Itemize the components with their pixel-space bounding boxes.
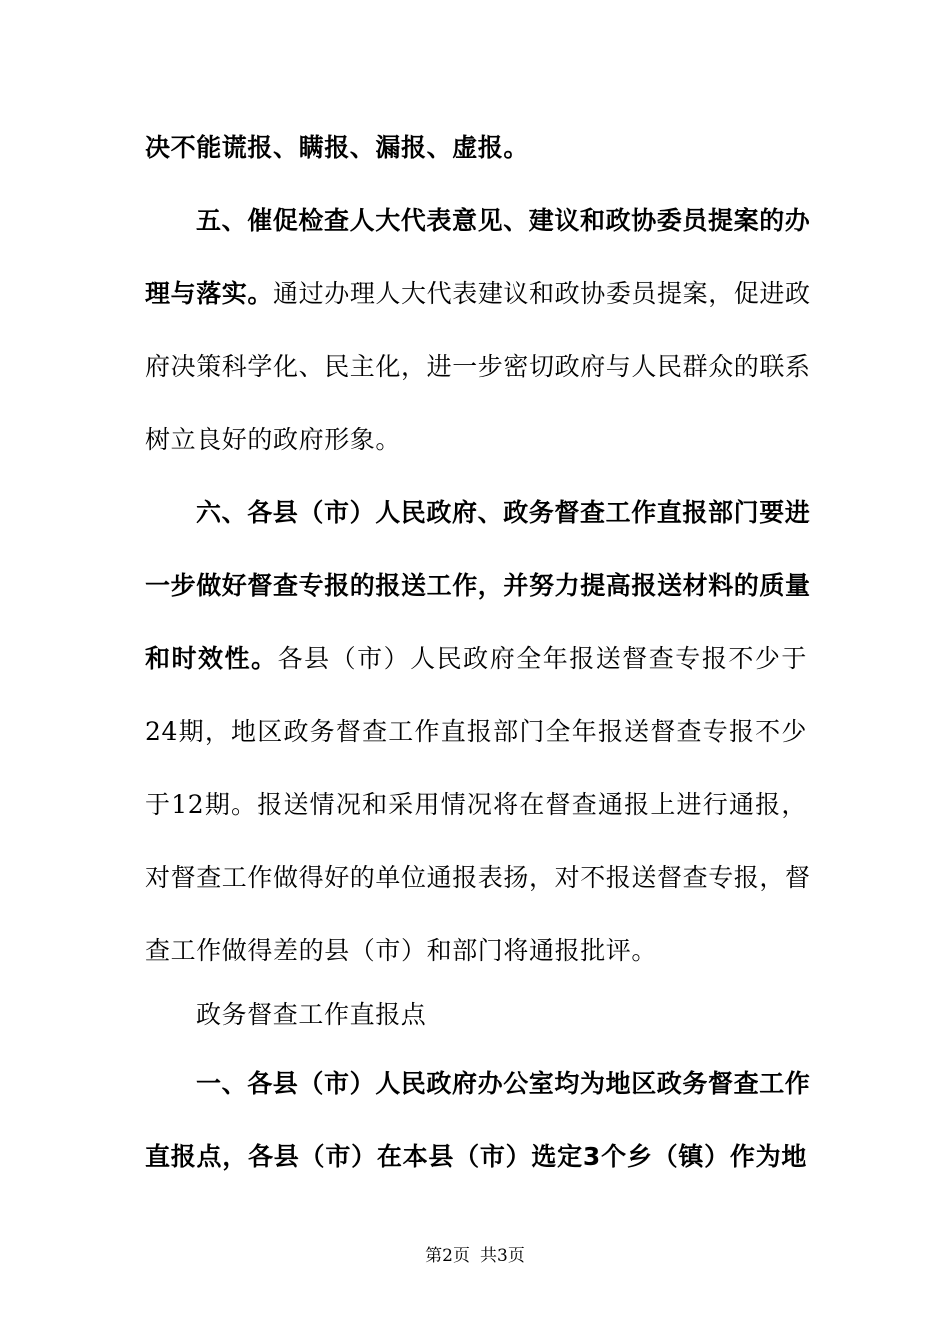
paragraph-5-line-2 (145, 276, 811, 312)
paragraph-6-line-7: 查工作做得差的县（市）和部门将通报批评。 (145, 936, 658, 965)
paragraph-6-line-3 (145, 641, 807, 677)
paragraph-6-heading-line-1: 六、各县（市）人民政府、政务督查工作直报部门要进 (196, 498, 811, 527)
paragraph-6-line-5: 于12期。报送情况和采用情况将在督查通报上进行通报， (145, 790, 807, 819)
paragraph-line-1: 决不能谎报、瞒报、漏报、虚报。 (145, 133, 530, 162)
paragraph-6-line-6: 对督查工作做得好的单位通报表扬，对不报送督查专报，督 (145, 863, 811, 892)
page-footer (0, 1244, 950, 1268)
paragraph-6-line-4: 24期，地区政务督查工作直报部门全年报送督查专报不少 (145, 717, 807, 746)
section-title: 政务督查工作直报点 (196, 1000, 427, 1029)
paragraph-5-body-start: 通过办理人大代表建议和政协委员提案，促进政 (273, 279, 811, 308)
paragraph-5-heading-end: 理与落实。 (145, 279, 274, 308)
paragraph-6-heading-line-2: 一步做好督查专报的报送工作，并努力提高报送材料的质量 (145, 571, 811, 600)
paragraph-5-line-3: 府决策科学化、民主化，进一步密切政府与人民群众的联系 (145, 352, 811, 381)
paragraph-6-heading-end: 和时效性。 (145, 644, 278, 673)
page-total: 共3页 (480, 1246, 525, 1266)
paragraph-6-body-start: 各县（市）人民政府全年报送督查专报不少于 (277, 644, 807, 673)
section-item-1-line-1: 一、各县（市）人民政府办公室均为地区政务督查工作 (196, 1069, 811, 1098)
paragraph-5-line-4: 树立良好的政府形象。 (145, 425, 402, 454)
paragraph-5-heading-line-1: 五、催促检查人大代表意见、建议和政协委员提案的办 (196, 206, 811, 235)
section-item-1-line-2: 直报点，各县（市）在本县（市）选定3个乡（镇）作为地 (145, 1142, 807, 1171)
page-number: 第2页 (425, 1246, 470, 1266)
